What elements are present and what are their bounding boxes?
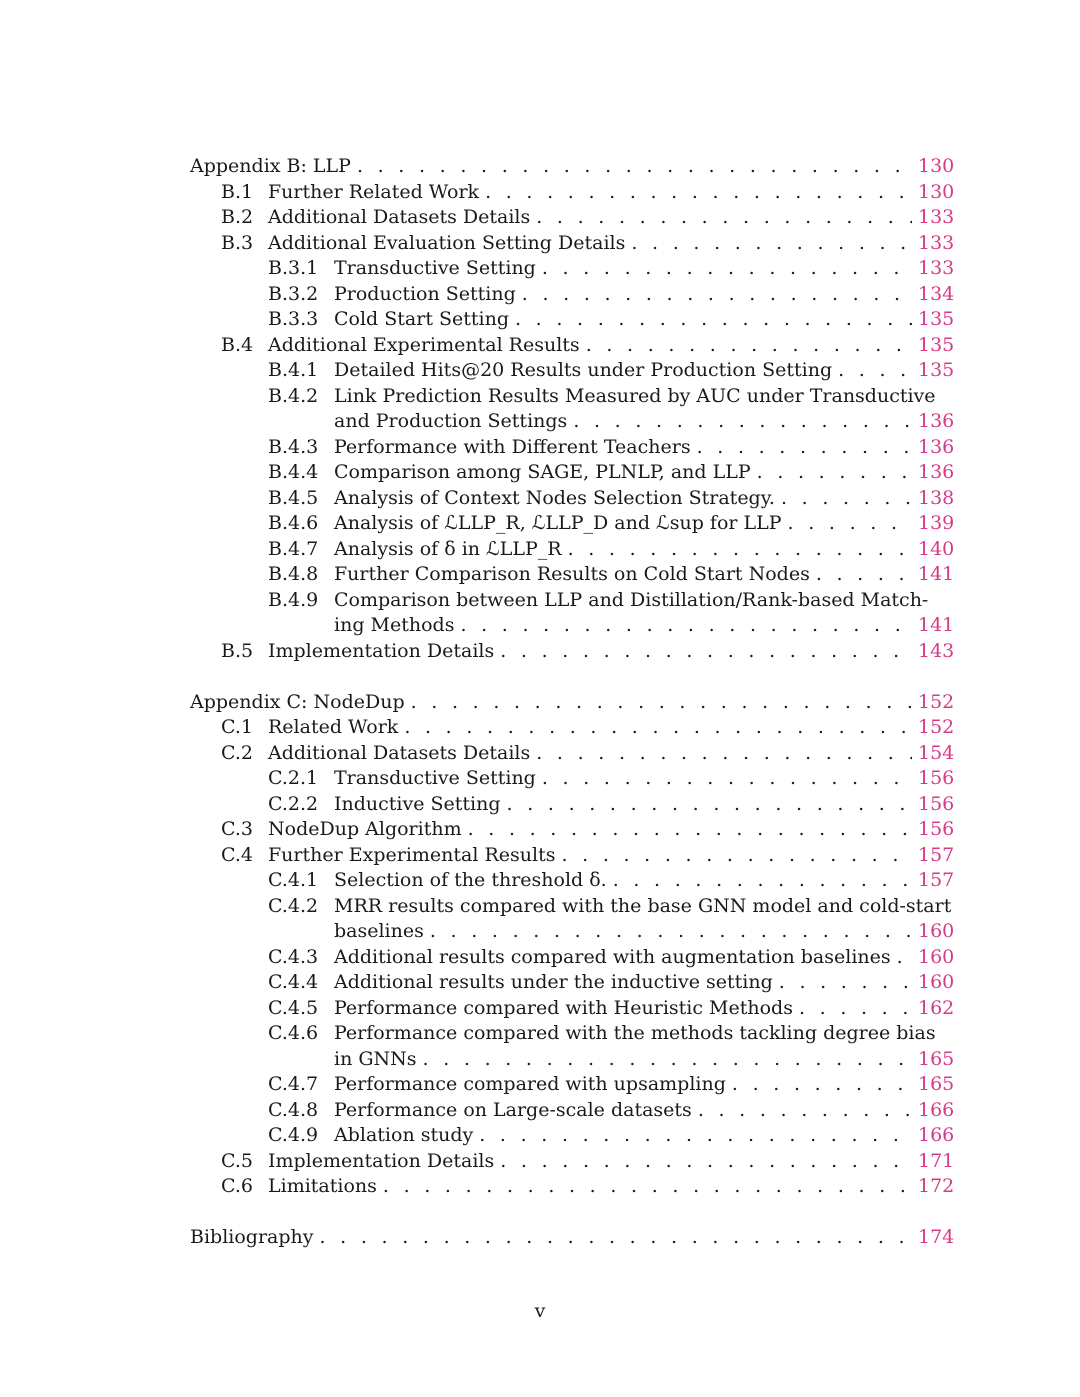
dot-leader	[799, 996, 912, 1022]
toc-page-link[interactable]: 140	[918, 537, 955, 560]
toc-page-link[interactable]: 157	[918, 869, 955, 891]
toc-entry[interactable]	[190, 384, 955, 435]
toc-page-link[interactable]: 152	[918, 716, 955, 738]
toc-entry[interactable]	[190, 894, 955, 945]
toc-page-link[interactable]: 156	[918, 767, 955, 789]
toc-number: C.4.6	[268, 1022, 319, 1044]
toc-entry[interactable]	[190, 1021, 955, 1072]
dot-leader	[897, 945, 912, 971]
toc-number: B.4.7	[268, 537, 319, 560]
dot-leader	[320, 1225, 913, 1251]
toc-title-line: ing Methods	[334, 614, 455, 636]
toc-page-link[interactable]: 162	[918, 996, 955, 1019]
toc-page-link[interactable]: 165	[918, 1047, 955, 1070]
toc-entry[interactable]	[190, 358, 955, 384]
toc-number: C.2.2	[268, 792, 319, 815]
toc-page-link[interactable]: 171	[918, 1149, 955, 1172]
dot-leader	[631, 231, 912, 257]
toc-title: Limitations	[268, 1175, 377, 1197]
toc-chapter-appendix-b[interactable]	[190, 154, 955, 180]
dot-leader	[423, 1047, 912, 1073]
dot-leader	[568, 537, 912, 563]
toc-title-line: Performance compared with the methods tackling degree bias	[334, 1022, 936, 1044]
toc-number: B.4.8	[268, 563, 319, 585]
dot-leader	[573, 409, 912, 435]
toc-number: B.4.2	[268, 384, 319, 407]
toc-number: B.4.9	[268, 588, 319, 611]
toc-page-link[interactable]: 141	[918, 563, 955, 585]
table-of-contents	[190, 154, 955, 1276]
toc-page-link[interactable]: 157	[918, 843, 955, 866]
toc-title: Further Related Work	[268, 180, 480, 203]
dot-leader	[788, 511, 912, 537]
toc-page-link[interactable]: 133	[918, 206, 955, 228]
dot-leader	[697, 435, 912, 461]
toc-title: Ablation study	[334, 1124, 474, 1146]
toc-page-link[interactable]: 154	[918, 741, 955, 764]
toc-title: Performance compared with upsampling	[334, 1073, 726, 1095]
toc-number: C.2	[221, 741, 253, 764]
toc-entry[interactable]	[190, 537, 955, 563]
toc-title: Appendix B: LLP	[190, 155, 351, 177]
toc-number: C.3	[221, 818, 253, 840]
dot-leader	[757, 460, 912, 486]
toc-number: C.4.9	[268, 1124, 319, 1146]
toc-number: C.5	[221, 1149, 253, 1172]
toc-page-link[interactable]: 130	[918, 180, 955, 203]
toc-page-link[interactable]: 135	[918, 333, 955, 356]
toc-title: Transductive Setting	[334, 257, 536, 279]
toc-page-link[interactable]: 156	[918, 818, 955, 840]
dot-leader	[500, 1149, 912, 1175]
toc-entry[interactable]	[190, 307, 955, 333]
toc-title: Implementation Details	[268, 639, 495, 662]
dot-leader	[536, 205, 912, 231]
toc-title: Analysis of Context Nodes Selection Strategy.	[334, 486, 775, 509]
toc-title: Production Setting	[334, 282, 516, 305]
toc-page-link[interactable]: 139	[918, 512, 955, 534]
dot-leader	[698, 1098, 912, 1124]
toc-page-link[interactable]: 134	[918, 282, 955, 305]
toc-title: Inductive Setting	[334, 792, 501, 815]
toc-number: B.3.1	[268, 257, 319, 279]
toc-chapter-bibliography[interactable]	[190, 1225, 955, 1251]
toc-appendix-c	[190, 690, 955, 1200]
toc-number: B.3.2	[268, 282, 319, 305]
toc-appendix-b	[190, 154, 955, 664]
dot-leader	[411, 690, 912, 716]
toc-page-link[interactable]: 152	[918, 690, 955, 713]
toc-number: B.4.3	[268, 435, 319, 458]
toc-page-link[interactable]: 136	[918, 435, 955, 458]
toc-entry[interactable]	[190, 1072, 955, 1098]
toc-entry[interactable]	[190, 256, 955, 282]
dot-leader	[613, 868, 912, 894]
dot-leader	[816, 562, 912, 588]
toc-entry[interactable]	[190, 1098, 955, 1124]
toc-title: Additional results compared with augmentation baselines	[334, 945, 891, 968]
toc-title-line: Comparison between LLP and Distillation/Rank-based Match-	[334, 588, 929, 611]
toc-entry[interactable]	[190, 996, 955, 1022]
toc-title: Comparison among SAGE, PLNLP, and LLP	[334, 461, 751, 483]
dot-leader	[732, 1072, 912, 1098]
dot-leader	[500, 639, 912, 665]
toc-title: NodeDup Algorithm	[268, 818, 462, 840]
dot-leader	[460, 613, 912, 639]
toc-title-line: Link Prediction Results Measured by AUC under Transductive	[334, 384, 936, 407]
dot-leader	[430, 919, 912, 945]
toc-title: Additional Experimental Results	[268, 333, 580, 356]
toc-number: B.5	[221, 639, 254, 662]
toc-bibliography	[190, 1225, 955, 1251]
toc-page-link[interactable]: 143	[918, 639, 955, 662]
toc-entry[interactable]	[190, 1174, 955, 1200]
toc-page-link[interactable]: 160	[918, 945, 955, 968]
toc-entry[interactable]	[190, 1123, 955, 1149]
toc-number: B.4.6	[268, 512, 319, 534]
toc-number: C.4	[221, 843, 253, 866]
toc-number: B.4.5	[268, 486, 319, 509]
toc-entry[interactable]	[190, 1149, 955, 1175]
toc-entry[interactable]	[190, 792, 955, 818]
toc-entry[interactable]	[190, 843, 955, 869]
toc-entry[interactable]	[190, 486, 955, 512]
toc-title: Bibliography	[190, 1226, 314, 1248]
toc-page-link[interactable]: 138	[918, 486, 955, 509]
toc-number: C.6	[221, 1175, 253, 1197]
toc-title: Additional Datasets Details	[268, 206, 531, 228]
toc-number: C.4.7	[268, 1073, 319, 1095]
toc-title: Analysis of δ in ℒLLP_R	[334, 537, 562, 560]
toc-title: Detailed Hits@20 Results under Production Setting	[334, 359, 833, 381]
toc-entry[interactable]	[190, 562, 955, 588]
toc-chapter-appendix-c[interactable]	[190, 690, 955, 716]
toc-number: B.3.3	[268, 308, 319, 330]
dot-leader	[536, 741, 912, 767]
dot-leader	[781, 486, 912, 512]
dot-leader	[838, 358, 912, 384]
toc-number: C.4.1	[268, 869, 319, 891]
dot-leader	[542, 766, 912, 792]
toc-title: Analysis of ℒLLP_R, ℒLLP_D and ℒsup for LLP	[334, 512, 782, 534]
toc-entry[interactable]	[190, 817, 955, 843]
dot-leader	[779, 970, 912, 996]
toc-title-line: and Production Settings	[334, 410, 568, 432]
toc-title-line: in GNNs	[334, 1047, 417, 1070]
toc-title: Transductive Setting	[334, 767, 536, 789]
toc-entry[interactable]	[190, 282, 955, 308]
toc-page-link[interactable]: 160	[918, 971, 955, 993]
toc-entry[interactable]	[190, 511, 955, 537]
dot-leader	[522, 282, 912, 308]
toc-number: B.4.4	[268, 461, 319, 483]
dot-leader	[507, 792, 912, 818]
toc-entry[interactable]	[190, 588, 955, 639]
toc-page-link[interactable]: 174	[918, 1226, 955, 1248]
toc-page-link[interactable]: 166	[918, 1098, 955, 1121]
dot-leader	[479, 1123, 912, 1149]
toc-page-link[interactable]: 156	[918, 792, 955, 815]
toc-entry[interactable]	[190, 231, 955, 257]
toc-page-link[interactable]: 133	[918, 231, 955, 254]
toc-page-link[interactable]: 130	[918, 155, 955, 177]
toc-entry[interactable]	[190, 205, 955, 231]
toc-page-link[interactable]: 135	[918, 308, 955, 330]
toc-number: B.3	[221, 231, 254, 254]
toc-number: C.2.1	[268, 767, 319, 789]
toc-title: Appendix C: NodeDup	[190, 690, 405, 713]
toc-title-line: baselines	[334, 920, 424, 942]
toc-number: C.4.3	[268, 945, 319, 968]
dot-leader	[485, 180, 912, 206]
toc-page-link[interactable]: 172	[918, 1175, 955, 1197]
toc-entry[interactable]	[190, 741, 955, 767]
toc-title: Additional Datasets Details	[268, 741, 531, 764]
toc-entry[interactable]	[190, 639, 955, 665]
toc-title: Implementation Details	[268, 1149, 495, 1172]
toc-page-link[interactable]: 166	[918, 1124, 955, 1146]
toc-number: B.4.1	[268, 359, 319, 381]
toc-entry[interactable]	[190, 180, 955, 206]
toc-number: C.4.5	[268, 996, 319, 1019]
dot-leader	[383, 1174, 912, 1200]
toc-entry[interactable]	[190, 766, 955, 792]
toc-title: Selection of the threshold δ.	[334, 869, 607, 891]
dot-leader	[404, 715, 912, 741]
toc-title: Additional Evaluation Setting Details	[268, 231, 626, 254]
toc-number: C.4.8	[268, 1098, 319, 1121]
toc-number: C.4.2	[268, 894, 319, 917]
toc-number: B.4	[221, 333, 254, 356]
page-number: v	[534, 1300, 546, 1322]
toc-page-link[interactable]: 135	[918, 359, 955, 381]
toc-number: C.4.4	[268, 971, 319, 993]
toc-title: Further Experimental Results	[268, 843, 556, 866]
toc-entry[interactable]	[190, 970, 955, 996]
toc-entry[interactable]	[190, 715, 955, 741]
dot-leader	[468, 817, 912, 843]
toc-title: Further Comparison Results on Cold Start Nodes	[334, 563, 810, 585]
toc-title: Performance on Large-scale datasets	[334, 1098, 692, 1121]
dot-leader	[357, 154, 912, 180]
toc-title: Performance with Different Teachers	[334, 435, 691, 458]
dot-leader	[515, 307, 912, 333]
toc-page-link[interactable]: 136	[918, 410, 955, 432]
toc-entry[interactable]	[190, 435, 955, 461]
toc-number: B.1	[221, 180, 254, 203]
toc-entry[interactable]	[190, 945, 955, 971]
toc-title-line: MRR results compared with the base GNN model and cold-start	[334, 894, 952, 917]
toc-number: B.2	[221, 206, 254, 228]
toc-page-link[interactable]: 165	[918, 1073, 955, 1095]
toc-number: C.1	[221, 716, 253, 738]
toc-entry[interactable]	[190, 333, 955, 359]
toc-entry[interactable]	[190, 868, 955, 894]
dot-leader	[561, 843, 912, 869]
dot-leader	[542, 256, 912, 282]
toc-page-link[interactable]: 133	[918, 257, 955, 279]
toc-title: Related Work	[268, 716, 399, 738]
toc-page-link[interactable]: 141	[918, 614, 955, 636]
toc-title: Performance compared with Heuristic Methods	[334, 996, 793, 1019]
toc-entry[interactable]	[190, 460, 955, 486]
toc-title: Additional results under the inductive setting	[334, 971, 773, 993]
toc-page-link[interactable]: 136	[918, 461, 955, 483]
toc-title: Cold Start Setting	[334, 308, 509, 330]
dot-leader	[586, 333, 912, 359]
toc-page-link[interactable]: 160	[918, 920, 955, 942]
